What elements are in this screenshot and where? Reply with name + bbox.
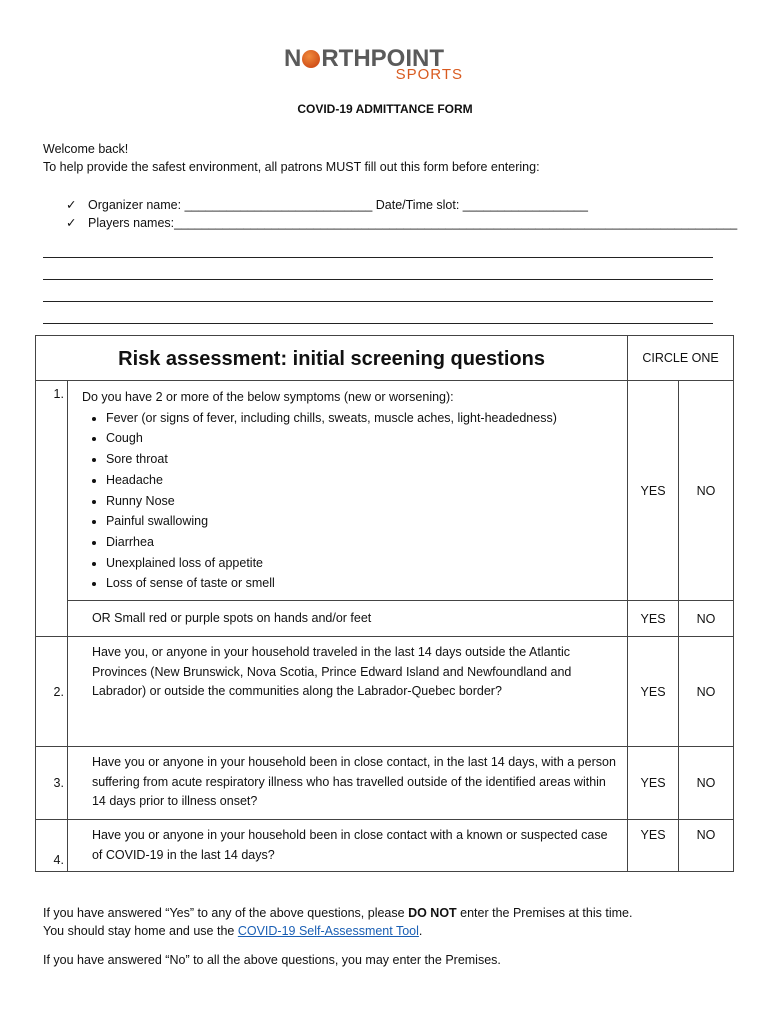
- form-title: COVID-19 ADMITTANCE FORM: [297, 102, 473, 116]
- organizer-field[interactable]: Organizer name: ___________________________ Date/Time slot: __________________: [88, 198, 588, 212]
- circle-one-header: CIRCLE ONE: [628, 336, 734, 381]
- question-4-text: Have you or anyone in your household been in close contact with a known or suspected case of COVID-19 in the last 14 days?: [67, 820, 627, 872]
- question-1-text: [67, 381, 627, 601]
- screening-table: [35, 335, 734, 872]
- welcome-line: Welcome back!: [43, 142, 129, 156]
- symptom-item: • Cough: [106, 428, 621, 449]
- question-row-2: [36, 637, 734, 747]
- no-option[interactable]: NO: [679, 381, 734, 601]
- question-row-3: [36, 747, 734, 820]
- question-number: 3.: [36, 747, 68, 820]
- intro-text: [43, 140, 540, 176]
- question-1-intro: Do you have 2 or more of the below symptoms (new or worsening):: [81, 390, 454, 404]
- checklist: [66, 196, 737, 232]
- symptom-item: • Diarrhea: [106, 532, 621, 553]
- northpoint-logo: [284, 46, 469, 86]
- question-row-1: [36, 381, 734, 601]
- players-field[interactable]: Players names:_________________________________________________________________________________: [88, 216, 738, 230]
- logo-subtitle: SPORTS: [395, 66, 463, 83]
- yes-option[interactable]: YES: [628, 381, 679, 601]
- question-3-text: Have you or anyone in your household been in close contact, in the last 14 days, with a person suffering from acute respiratory illness who has travelled outside of the identified areas within 14 days prior to illness onset?: [67, 747, 627, 820]
- self-assessment-link[interactable]: COVID-19 Self-Assessment Tool: [237, 924, 419, 938]
- organizer-row: [66, 196, 737, 214]
- do-not-emphasis: DO NOT: [408, 906, 457, 920]
- symptom-item: • Sore throat: [106, 449, 621, 470]
- yes-option[interactable]: YES: [628, 820, 679, 872]
- symptom-item: • Runny Nose: [106, 491, 621, 512]
- question-2-text: Have you, or anyone in your household traveled in the last 14 days outside the Atlantic Provinces (New Brunswick, Nova Scotia, Prince Edward Island and Newfoundland and Labrador) or outside the communities along the Labrador-Quebec border?: [67, 637, 627, 747]
- symptom-item: • Loss of sense of taste or smell: [106, 573, 621, 594]
- players-row: [66, 214, 737, 232]
- no-option[interactable]: NO: [679, 601, 734, 637]
- symptom-item: • Unexplained loss of appetite: [106, 553, 621, 574]
- symptom-list: [82, 408, 621, 594]
- question-row-4: [36, 820, 734, 872]
- checkmark-icon: ✓: [66, 216, 77, 230]
- table-title: Risk assessment: initial screening questions: [36, 336, 628, 381]
- symptom-item: • Headache: [106, 470, 621, 491]
- yes-option[interactable]: YES: [628, 601, 679, 637]
- checkmark-icon: ✓: [66, 198, 77, 212]
- instruction-line: To help provide the safest environment, all patrons MUST fill out this form before entering:: [43, 160, 540, 174]
- question-number: 4.: [36, 820, 68, 872]
- blank-line[interactable]: [43, 280, 713, 302]
- question-row-1b: [36, 601, 734, 637]
- no-option[interactable]: NO: [679, 637, 734, 747]
- no-option[interactable]: NO: [679, 747, 734, 820]
- question-number: 2.: [36, 637, 68, 747]
- no-option[interactable]: NO: [679, 820, 734, 872]
- symptom-item: • Painful swallowing: [106, 511, 621, 532]
- blank-line[interactable]: [43, 302, 713, 324]
- basketball-icon: [302, 50, 320, 68]
- footer-text: [43, 904, 733, 980]
- table-header-row: [36, 336, 734, 381]
- logo-wordmark: N RTHPOINT: [284, 45, 445, 72]
- blank-line[interactable]: [43, 236, 713, 258]
- no-instruction: If you have answered “No” to all the above questions, you may enter the Premises.: [43, 953, 501, 967]
- question-1-or-line: OR Small red or purple spots on hands and/or feet: [67, 601, 627, 637]
- yes-instruction: If you have answered “Yes” to any of the above questions, please DO NOT enter the Premises at this time. You should stay home and use the COVID-19 Self-Assessment Tool.: [43, 906, 633, 938]
- yes-option[interactable]: YES: [628, 747, 679, 820]
- blank-line[interactable]: [43, 258, 713, 280]
- symptom-item: • Fever (or signs of fever, including chills, sweats, muscle aches, light-headedness): [106, 408, 621, 429]
- players-blank-lines: [43, 236, 713, 324]
- yes-option[interactable]: YES: [628, 637, 679, 747]
- question-number: 1.: [36, 381, 68, 637]
